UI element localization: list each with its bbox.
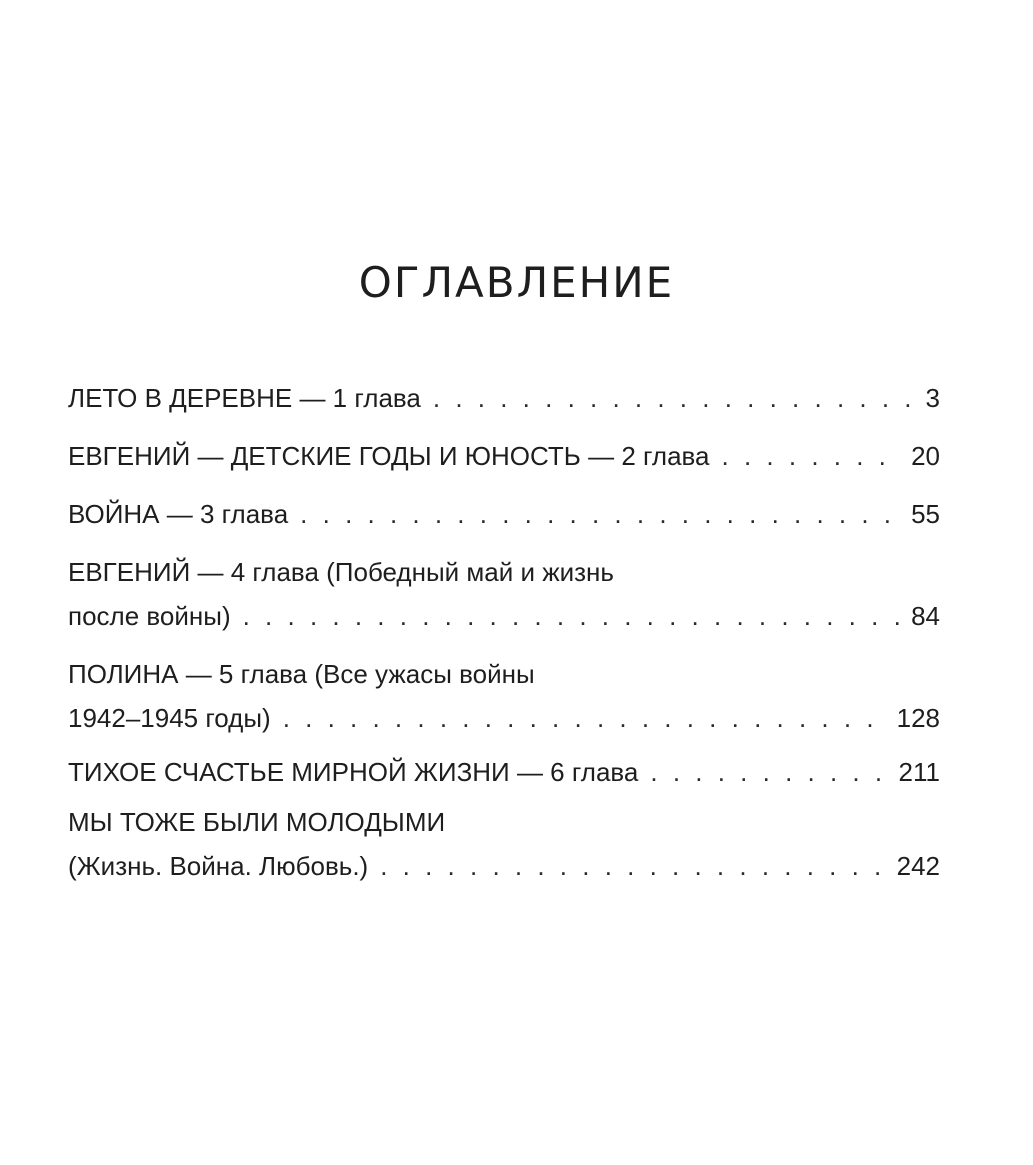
toc-page-number: 211 <box>898 757 940 787</box>
toc-page-number: 128 <box>896 703 940 733</box>
toc-leader-dots <box>243 594 901 638</box>
toc-title: ОГЛАВЛЕНИЕ <box>358 258 675 307</box>
toc-leader-dots <box>283 696 887 740</box>
toc-entry-title: ЕВГЕНИЙ — ДЕТСКИЕ ГОДЫ И ЮНОСТЬ — 2 глава <box>68 441 710 471</box>
toc-page-number: 3 <box>925 383 940 413</box>
toc-entry[interactable] <box>68 652 940 740</box>
toc-leader-dots <box>380 844 886 888</box>
toc-entry-title-continued: (Жизнь. Война. Любовь.) <box>68 851 369 881</box>
table-of-contents <box>68 372 940 888</box>
toc-entry[interactable] <box>68 434 940 478</box>
toc-entry-title: ЛЕТО В ДЕРЕВНЕ — 1 глава <box>68 383 421 413</box>
toc-leader-dots <box>433 376 916 420</box>
toc-entry-title-continued: после войны) <box>68 601 231 631</box>
toc-page-number: 55 <box>911 499 940 529</box>
toc-entry-title: МЫ ТОЖЕ БЫЛИ МОЛОДЫМИ <box>68 807 446 837</box>
toc-entry[interactable] <box>68 376 940 420</box>
toc-entry[interactable] <box>68 492 940 536</box>
toc-entry[interactable] <box>68 800 940 888</box>
toc-entry-title: ВОЙНА — 3 глава <box>68 499 289 529</box>
toc-page-number: 84 <box>911 601 940 631</box>
toc-page-number: 242 <box>896 851 940 881</box>
toc-entry-title: ТИХОЕ СЧАСТЬЕ МИРНОЙ ЖИЗНИ — 6 глава <box>68 757 639 787</box>
toc-entry-title-continued: 1942–1945 годы) <box>68 703 271 733</box>
toc-entry-title: ЕВГЕНИЙ — 4 глава (Победный май и жизнь <box>68 557 614 587</box>
toc-leader-dots <box>300 492 901 536</box>
toc-entry[interactable] <box>68 550 940 638</box>
toc-entry-title: ПОЛИНА — 5 глава (Все ужасы войны <box>68 659 535 689</box>
toc-page-number: 20 <box>911 441 940 471</box>
toc-leader-dots <box>650 750 888 794</box>
toc-entry[interactable] <box>68 750 940 794</box>
toc-leader-dots <box>722 434 902 478</box>
